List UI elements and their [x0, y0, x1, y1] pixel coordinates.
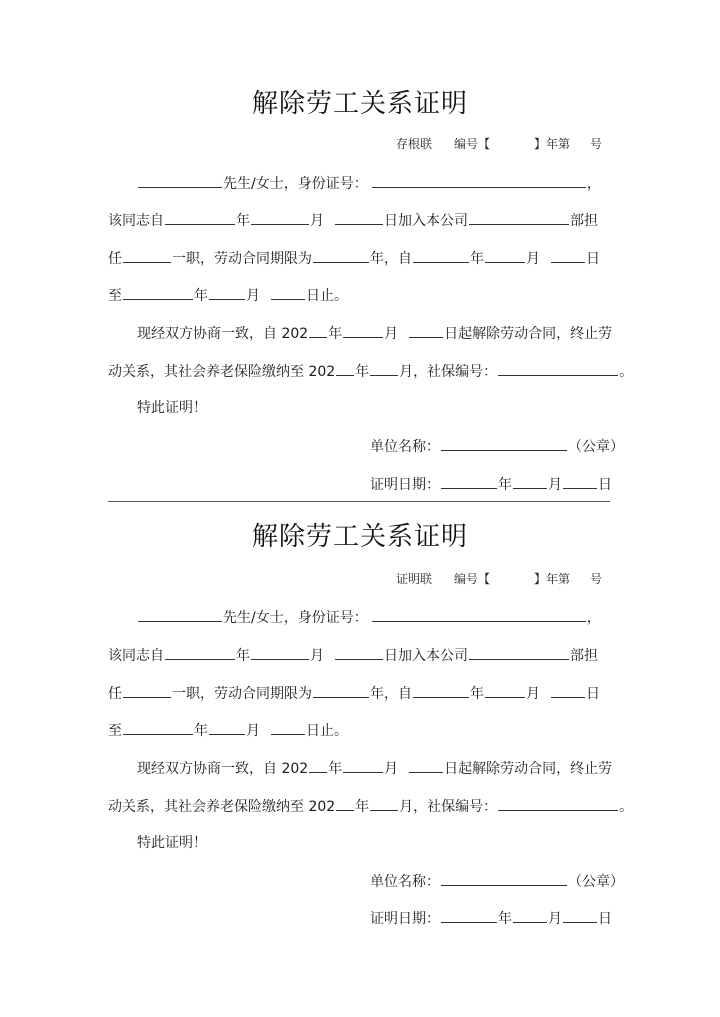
- insurance-number-field[interactable]: [498, 796, 618, 811]
- year-label: 年: [328, 326, 343, 342]
- join-month-field[interactable]: [251, 645, 309, 660]
- year-label: 年: [236, 213, 250, 229]
- end-prefix: 至: [108, 288, 122, 304]
- insurance-number-field[interactable]: [498, 361, 618, 376]
- join-month-field[interactable]: [251, 210, 309, 225]
- cut-line-divider: [108, 501, 610, 502]
- number-year-label: 】年第: [534, 572, 571, 586]
- seal-label: （公章）: [568, 439, 624, 455]
- start-year-field[interactable]: [413, 683, 469, 698]
- start-month-field[interactable]: [485, 248, 525, 263]
- termination-line: [137, 758, 612, 779]
- name-id-text: 先生/女士，身份证号：: [223, 176, 368, 192]
- cert-month-field[interactable]: [513, 474, 547, 489]
- month-label: 月: [384, 761, 399, 777]
- term-years-field[interactable]: [313, 683, 369, 698]
- id-number-field[interactable]: [372, 607, 586, 622]
- number-label: 编号【: [454, 137, 491, 151]
- start-month-field[interactable]: [485, 683, 525, 698]
- month-label: 月: [310, 648, 324, 664]
- year-label: 年: [355, 364, 370, 380]
- closing-text: 特此证明！: [137, 835, 207, 851]
- insurance-month-field[interactable]: [370, 796, 398, 811]
- start-year-field[interactable]: [413, 248, 469, 263]
- month-label: 月: [548, 911, 562, 927]
- social-insurance-line: [108, 361, 633, 382]
- join-day-field[interactable]: [335, 210, 383, 225]
- company-label: 单位名称：: [370, 439, 440, 455]
- term-from-text: 年，自: [370, 251, 412, 267]
- period: 。: [619, 364, 634, 380]
- position-term-line: [108, 683, 600, 704]
- day-label: 日: [598, 477, 612, 493]
- position-prefix: 任: [108, 686, 122, 702]
- month-label: 月: [310, 213, 324, 229]
- join-year-field[interactable]: [165, 210, 235, 225]
- cert-year-field[interactable]: [441, 474, 497, 489]
- termination-text: 现经双方协商一致，自 202: [137, 326, 309, 342]
- year-label: 年: [328, 761, 343, 777]
- insurance-number-text: 月，社保编号：: [399, 799, 498, 815]
- day-label: 日: [586, 251, 600, 267]
- termination-day-field[interactable]: [409, 323, 443, 338]
- join-company-text: 日加入本公司: [384, 648, 468, 664]
- month-label: 月: [526, 686, 540, 702]
- year-label: 年: [194, 723, 208, 739]
- certificate-date-line: [370, 908, 612, 929]
- number-end-label: 号: [590, 137, 603, 151]
- join-date-line: [108, 210, 598, 231]
- day-label: 日: [598, 911, 612, 927]
- name-id-line: [137, 607, 601, 628]
- year-label: 年: [236, 648, 250, 664]
- insurance-year-field[interactable]: [336, 361, 354, 376]
- contract-term-text: 一职，劳动合同期限为: [172, 686, 312, 702]
- name-field[interactable]: [138, 607, 222, 622]
- insurance-text: 动关系，其社会养老保险缴纳至 202: [108, 799, 336, 815]
- end-day-field[interactable]: [271, 285, 305, 300]
- end-prefix: 至: [108, 723, 122, 739]
- comma: ，: [586, 610, 601, 626]
- year-label: 年: [498, 911, 512, 927]
- company-line: [370, 871, 624, 892]
- comma: ，: [586, 176, 601, 192]
- join-company-text: 日加入本公司: [384, 213, 468, 229]
- month-label: 月: [526, 251, 540, 267]
- name-id-line: [137, 173, 601, 194]
- certificate-date-line: [370, 474, 612, 495]
- month-label: 月: [548, 477, 562, 493]
- start-day-field[interactable]: [551, 248, 585, 263]
- end-day-field[interactable]: [271, 720, 305, 735]
- join-text: 该同志自: [108, 648, 164, 664]
- number-end-label: 号: [590, 572, 603, 586]
- number-label: 编号【: [454, 572, 491, 586]
- join-text: 该同志自: [108, 213, 164, 229]
- year-label: 年: [194, 288, 208, 304]
- termination-text: 现经双方协商一致，自 202: [137, 761, 309, 777]
- join-year-field[interactable]: [165, 645, 235, 660]
- termination-year-field[interactable]: [309, 323, 327, 338]
- seal-label: （公章）: [568, 874, 624, 890]
- social-insurance-line: [108, 796, 633, 817]
- end-month-field[interactable]: [209, 720, 245, 735]
- year-label: 年: [498, 477, 512, 493]
- position-term-line: [108, 248, 600, 269]
- copy-label: 证明联: [396, 572, 433, 586]
- position-field[interactable]: [123, 683, 171, 698]
- term-years-field[interactable]: [313, 248, 369, 263]
- cert-month-field[interactable]: [513, 908, 547, 923]
- termination-suffix: 日起解除劳动合同，终止劳: [444, 761, 613, 777]
- start-day-field[interactable]: [551, 683, 585, 698]
- end-year-field[interactable]: [123, 285, 193, 300]
- cert-day-field[interactable]: [563, 474, 597, 489]
- month-label: 月: [246, 288, 260, 304]
- document-title: 解除劳工关系证明: [251, 89, 468, 119]
- termination-day-field[interactable]: [409, 758, 443, 773]
- name-id-text: 先生/女士，身份证号：: [223, 610, 368, 626]
- date-label: 证明日期：: [370, 477, 440, 493]
- insurance-year-field[interactable]: [336, 796, 354, 811]
- end-date-line: [108, 285, 348, 306]
- insurance-number-text: 月，社保编号：: [399, 364, 498, 380]
- copy-label: 存根联: [396, 137, 433, 151]
- date-label: 证明日期：: [370, 911, 440, 927]
- end-suffix: 日止。: [306, 723, 348, 739]
- department-text: 部担: [570, 648, 598, 664]
- company-label: 单位名称：: [370, 874, 440, 890]
- end-date-line: [108, 720, 348, 741]
- cert-day-field[interactable]: [563, 908, 597, 923]
- contract-term-text: 一职，劳动合同期限为: [172, 251, 312, 267]
- year-label: 年: [470, 251, 484, 267]
- term-from-text: 年，自: [370, 686, 412, 702]
- id-number-field[interactable]: [372, 173, 586, 188]
- cert-year-field[interactable]: [441, 908, 497, 923]
- department-text: 部担: [570, 213, 598, 229]
- day-label: 日: [586, 686, 600, 702]
- copy-number-row: [396, 136, 602, 152]
- end-suffix: 日止。: [306, 288, 348, 304]
- year-label: 年: [470, 686, 484, 702]
- company-name-field[interactable]: [441, 436, 567, 451]
- copy-number-row: [396, 571, 602, 587]
- termination-year-field[interactable]: [309, 758, 327, 773]
- closing-text: 特此证明！: [137, 400, 207, 416]
- document-title: 解除劳工关系证明: [251, 522, 468, 552]
- insurance-month-field[interactable]: [370, 361, 398, 376]
- end-year-field[interactable]: [123, 720, 193, 735]
- period: 。: [619, 799, 634, 815]
- end-month-field[interactable]: [209, 285, 245, 300]
- termination-line: [137, 323, 612, 344]
- company-line: [370, 436, 624, 457]
- join-day-field[interactable]: [335, 645, 383, 660]
- number-year-label: 】年第: [534, 137, 571, 151]
- termination-month-field[interactable]: [343, 323, 383, 338]
- month-label: 月: [384, 326, 399, 342]
- insurance-text: 动关系，其社会养老保险缴纳至 202: [108, 364, 336, 380]
- position-prefix: 任: [108, 251, 122, 267]
- termination-suffix: 日起解除劳动合同，终止劳: [444, 326, 613, 342]
- month-label: 月: [246, 723, 260, 739]
- termination-month-field[interactable]: [343, 758, 383, 773]
- name-field[interactable]: [138, 173, 222, 188]
- join-date-line: [108, 645, 598, 666]
- company-name-field[interactable]: [441, 871, 567, 886]
- department-field[interactable]: [469, 645, 569, 660]
- position-field[interactable]: [123, 248, 171, 263]
- department-field[interactable]: [469, 210, 569, 225]
- year-label: 年: [355, 799, 370, 815]
